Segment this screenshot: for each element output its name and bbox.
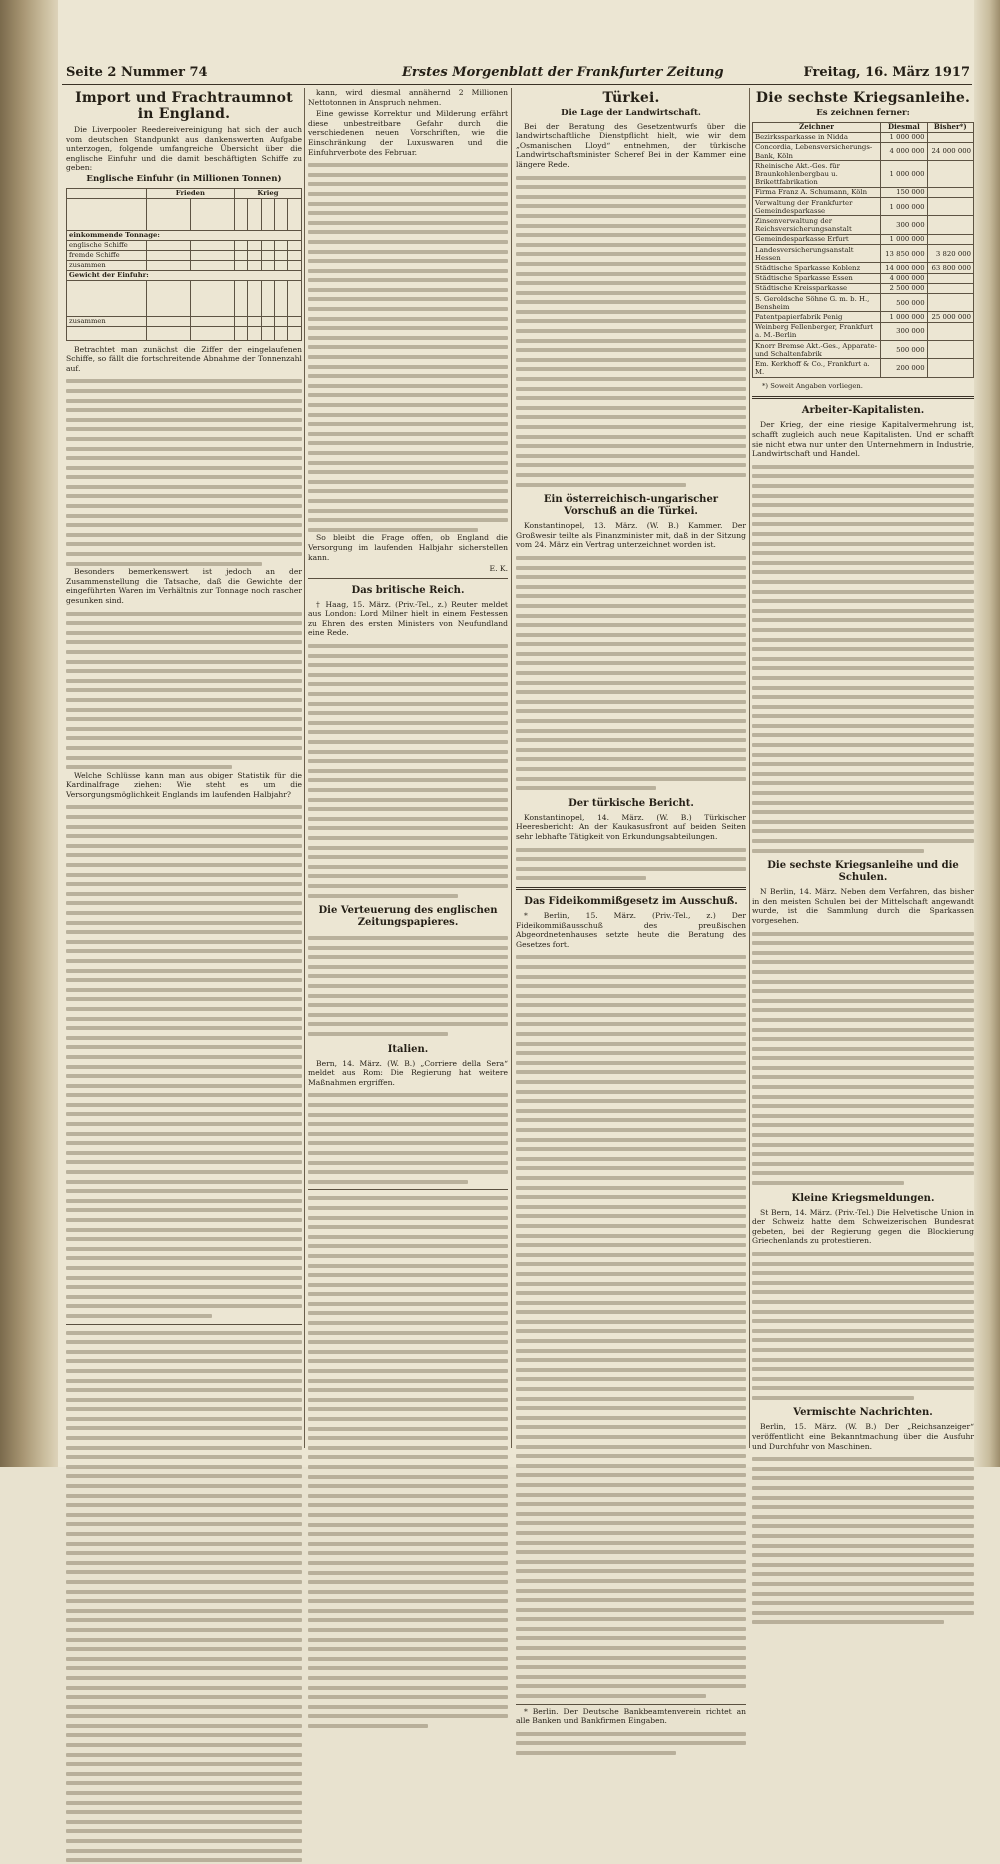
page-number: Seite 2 Nummer 74	[66, 65, 208, 80]
amount-previous	[927, 322, 973, 340]
subscriber-name: Em. Kerkhoff & Co., Frankfurt a. M.	[753, 359, 881, 377]
article-paragraph: Betrachtet man zunächst die Ziffer der eingelaufenen Schiffe, so fällt die fortschreitende Abnahme der Tonnenzahl auf.	[66, 344, 302, 373]
article-paragraph: Der Krieg, der eine riesige Kapitalvermehrung ist, schafft zugleich auch neue Kapitalisten. Und er schafft sie nicht etwa nur unter den Unternehmern in Industrie, Landwirtschaft und Handel.	[752, 420, 974, 459]
feuilleton-text	[308, 1192, 508, 1729]
table-row-label: fremde Schiffe	[67, 250, 147, 260]
amount-previous	[927, 187, 973, 197]
table-section: einkommende Tonnage:	[67, 230, 302, 240]
text-block	[516, 1728, 746, 1757]
text-block	[752, 928, 974, 1187]
section-title: Arbeiter-Kapitalisten.	[801, 405, 925, 417]
feuilleton-text	[66, 1327, 302, 1864]
table-section: Gewicht der Einfuhr:	[67, 270, 302, 280]
amount-previous: 24 000 000	[927, 142, 973, 160]
amount-current: 150 000	[881, 187, 927, 197]
subscriber-name: Knorr Bremse Akt.-Ges., Apparate- und Schaltenfabrik	[753, 341, 881, 359]
table-footnote: *) Soweit Angaben vorliegen.	[762, 381, 863, 390]
amount-current: 14 000 000	[881, 263, 927, 273]
section-title: Vermischte Nachrichten.	[793, 1407, 933, 1419]
article-paragraph: St Bern, 14. März. (Priv.-Tel.) Die Helvetische Union in der Schweiz hatte dem Schweizerischen Bundesrat gebeten, bei der Regierung gegen die Blockierung Griechenlands zu protestieren.	[752, 1207, 974, 1246]
text-block	[516, 172, 746, 489]
text-block	[752, 461, 974, 854]
import-table	[66, 188, 302, 341]
text-block	[66, 375, 302, 567]
amount-current: 500 000	[881, 341, 927, 359]
table-row	[753, 359, 974, 377]
table-header: Bisher*)	[927, 122, 973, 132]
subscriber-name: Gemeindesparkasse Erfurt	[753, 234, 881, 244]
subscriber-name: S. Geroldsche Söhne G. m. b. H., Bensheim	[753, 294, 881, 312]
amount-previous	[927, 234, 973, 244]
table-row-label: englische Schiffe	[67, 240, 147, 250]
article-title: Import und Frachtraumnot in England.	[75, 90, 293, 122]
amount-current: 13 850 000	[881, 245, 927, 263]
amount-previous: 25 000 000	[927, 312, 973, 322]
table-row	[753, 312, 974, 322]
text-block	[516, 552, 746, 792]
article-paragraph: Welche Schlüsse kann man aus obiger Statistik für die Kardinalfrage ziehen: Wie steht es um die Versorgungsmöglichkeit Englands im laufenden Halbjahr?	[66, 770, 302, 799]
table-row	[753, 341, 974, 359]
column-rule	[511, 88, 512, 1448]
article-paragraph: Besonders bemerkenswert ist jedoch an der Zusammenstellung die Tatsache, daß die Gewichte der eingeführten Waren im Verhältnis zur Tonnage noch rascher gesunken sind.	[66, 567, 302, 605]
table-title: Englische Einfuhr (in Millionen Tonnen)	[86, 173, 282, 184]
article-paragraph: * Berlin. Der Deutsche Bankbeamtenverein richtet an alle Banken und Bankfirmen Eingaben.	[516, 1706, 746, 1726]
amount-previous	[927, 198, 973, 216]
text-block	[66, 608, 302, 771]
table-header: Frieden	[146, 188, 234, 198]
text-block	[516, 951, 746, 1699]
amount-current: 1 000 000	[881, 312, 927, 322]
text-block	[516, 844, 746, 882]
amount-current: 300 000	[881, 322, 927, 340]
article-paragraph: Konstantinopel, 13. März. (W. B.) Kammer. Der Großwesir teilte als Finanzminister mit, daß in der Sitzung vom 24. März ein Vertrag unterzeichnet worden ist.	[516, 521, 746, 550]
amount-current: 500 000	[881, 294, 927, 312]
text-block	[752, 1248, 974, 1402]
table-header: Krieg	[234, 188, 301, 198]
article-paragraph: kann, wird diesmal annähernd 2 Millionen Nettotonnen in Anspruch nehmen.	[308, 88, 508, 107]
subscriber-name: Städtische Sparkasse Koblenz	[753, 263, 881, 273]
text-block	[752, 1453, 974, 1626]
text-block	[308, 932, 508, 1038]
table-row	[753, 273, 974, 283]
subscriber-name: Städtische Sparkasse Essen	[753, 273, 881, 283]
article-title: Türkei.	[602, 90, 660, 106]
amount-current: 200 000	[881, 359, 927, 377]
subscriber-name: Patentpapierfabrik Penig	[753, 312, 881, 322]
article-paragraph: Konstantinopel, 14. März. (W. B.) Türkischer Heeresbericht: An der Kaukasusfront auf beiden Seiten sehr lebhafte Tätigkeit von Erkundungsabteilungen.	[516, 812, 746, 841]
article-paragraph: Eine gewisse Korrektur und Milderung erfährt diese unbestreitbare Gefahr durch die verschiedenen neuen Vorschriften, wie die Einschränkung der Luxuswaren und die Einfuhrverbote des Februar.	[308, 109, 508, 157]
table-row-label: zusammen	[67, 316, 147, 326]
subscriber-name: Zinsenverwaltung der Reichsversicherungsanstalt	[753, 216, 881, 234]
section-title: Die Verteuerung des englischen Zeitungspapieres.	[318, 905, 498, 929]
article-paragraph: So bleibt die Frage offen, ob England die Versorgung im laufenden Halbjahr sicherstellen kann.	[308, 533, 508, 562]
article-paragraph: Bei der Beratung des Gesetzentwurfs über die landwirtschaftliche Dienstpflicht hielt, wie wir dem „Osmanischen Lloyd“ entnehmen, der türkische Landwirtschaftsminister Scheref Bei in der Kammer eine längere Rede.	[516, 121, 746, 169]
table-row	[753, 234, 974, 244]
amount-current: 300 000	[881, 216, 927, 234]
subscriber-name: Verwaltung der Frankfurter Gemeindesparkasse	[753, 198, 881, 216]
table-row	[753, 245, 974, 263]
column-2	[308, 88, 508, 1730]
section-title: Das britische Reich.	[351, 584, 465, 596]
article-paragraph: * Berlin, 15. März. (Priv.-Tel., z.) Der Fideikommißausschuß des preußischen Abgeordnetenhauses setzte heute die Beratung des Gesetzes fort.	[516, 910, 746, 949]
text-block	[308, 640, 508, 899]
table-row-label: zusammen	[67, 260, 147, 270]
table-header: Diesmal	[881, 122, 927, 132]
text-block	[66, 801, 302, 1319]
subscriber-name: Rheinische Akt.-Ges. für Braunkohlenbergbau u. Brikettfabrikation	[753, 161, 881, 188]
book-spine	[0, 0, 58, 1467]
table-row	[753, 198, 974, 216]
column-rule	[749, 88, 750, 1448]
page-header	[62, 62, 972, 85]
amount-current: 2 500 000	[881, 283, 927, 293]
section-title: Das Fideikommißgesetz im Ausschuß.	[524, 895, 738, 907]
amount-current: 4 000 000	[881, 273, 927, 283]
column-1	[66, 88, 302, 1864]
subscriber-name: Landesversicherungsanstalt Hessen	[753, 245, 881, 263]
table-row	[753, 187, 974, 197]
table-row	[753, 263, 974, 273]
amount-previous	[927, 359, 973, 377]
table-cell	[67, 198, 147, 230]
table-row	[753, 322, 974, 340]
subscriber-name: Städtische Kreissparkasse	[753, 283, 881, 293]
table-row	[753, 216, 974, 234]
amount-previous: 63 800 000	[927, 263, 973, 273]
table-row	[753, 132, 974, 142]
article-paragraph: Bern, 14. März. (W. B.) „Corriere della Sera“ meldet aus Rom: Die Regierung hat weitere Maßnahmen ergriffen.	[308, 1058, 508, 1087]
masthead: Erstes Morgenblatt der Frankfurter Zeitung	[402, 65, 724, 80]
amount-previous: 3 820 000	[927, 245, 973, 263]
article-subtitle: Es zeichnen ferner:	[816, 108, 910, 118]
section-title: Die sechste Kriegsanleihe und die Schulen.	[767, 860, 959, 884]
amount-current: 1 000 000	[881, 132, 927, 142]
section-title: Ein österreichisch-ungarischer Vorschuß an die Türkei.	[543, 494, 719, 518]
text-block	[308, 1089, 508, 1185]
column-rule	[304, 88, 305, 1448]
column-3	[516, 88, 746, 1757]
amount-previous	[927, 341, 973, 359]
article-paragraph: Die Liverpooler Reedereivereinigung hat sich der auch vom deutschen Standpunkt aus dankenswerten Aufgabe unterzogen, folgende umfangreiche Übersicht über die englische Einfuhr und die damit beschäftigten Schiffe zu geben:	[66, 125, 302, 173]
table-row	[753, 294, 974, 312]
section-title: Kleine Kriegsmeldungen.	[791, 1192, 935, 1204]
article-paragraph: N Berlin, 14. März. Neben dem Verfahren, das bisher in den meisten Schulen bei der Mittelschaft angewandt wurde, ist die Sammlung durch die Sparkassen vorgesehen.	[752, 887, 974, 925]
amount-previous	[927, 132, 973, 142]
article-paragraph: Berlin, 15. März. (W. B.) Der „Reichsanzeiger“ veröffentlicht eine Bekanntmachung über die Ausfuhr und Durchfuhr von Maschinen.	[752, 1422, 974, 1451]
signature: E. K.	[489, 564, 508, 574]
subscription-table	[752, 122, 974, 378]
amount-current: 1 000 000	[881, 198, 927, 216]
table-row	[753, 142, 974, 160]
amount-previous	[927, 216, 973, 234]
amount-previous	[927, 161, 973, 188]
table-header: Zeichner	[753, 122, 881, 132]
amount-current: 4 000 000	[881, 142, 927, 160]
text-block	[308, 159, 508, 533]
article-title: Die sechste Kriegsanleihe.	[755, 90, 971, 106]
table-row	[753, 161, 974, 188]
amount-current: 1 000 000	[881, 161, 927, 188]
article-paragraph: † Haag, 15. März. (Priv.-Tel., z.) Reuter meldet aus London: Lord Milner hielt in einem Festessen zu Ehren des ersten Ministers von Neufundland eine Rede.	[308, 599, 508, 638]
amount-current: 1 000 000	[881, 234, 927, 244]
subscriber-name: Weinberg Fellenberger, Frankfurt a. M.-Berlin	[753, 322, 881, 340]
section-title: Italien.	[387, 1043, 429, 1055]
issue-date: Freitag, 16. März 1917	[803, 65, 970, 80]
page-edge	[974, 0, 1000, 1467]
amount-previous	[927, 273, 973, 283]
table-row	[753, 283, 974, 293]
article-subtitle: Die Lage der Landwirtschaft.	[561, 108, 701, 118]
column-4	[752, 88, 974, 1626]
subscriber-name: Firma Franz A. Schumann, Köln	[753, 187, 881, 197]
amount-previous	[927, 283, 973, 293]
subscriber-name: Bezirkssparkasse in Nidda	[753, 132, 881, 142]
subscriber-name: Concordia, Lebensversicherungs-Bank, Köln	[753, 142, 881, 160]
section-title: Der türkische Bericht.	[568, 797, 694, 809]
amount-previous	[927, 294, 973, 312]
